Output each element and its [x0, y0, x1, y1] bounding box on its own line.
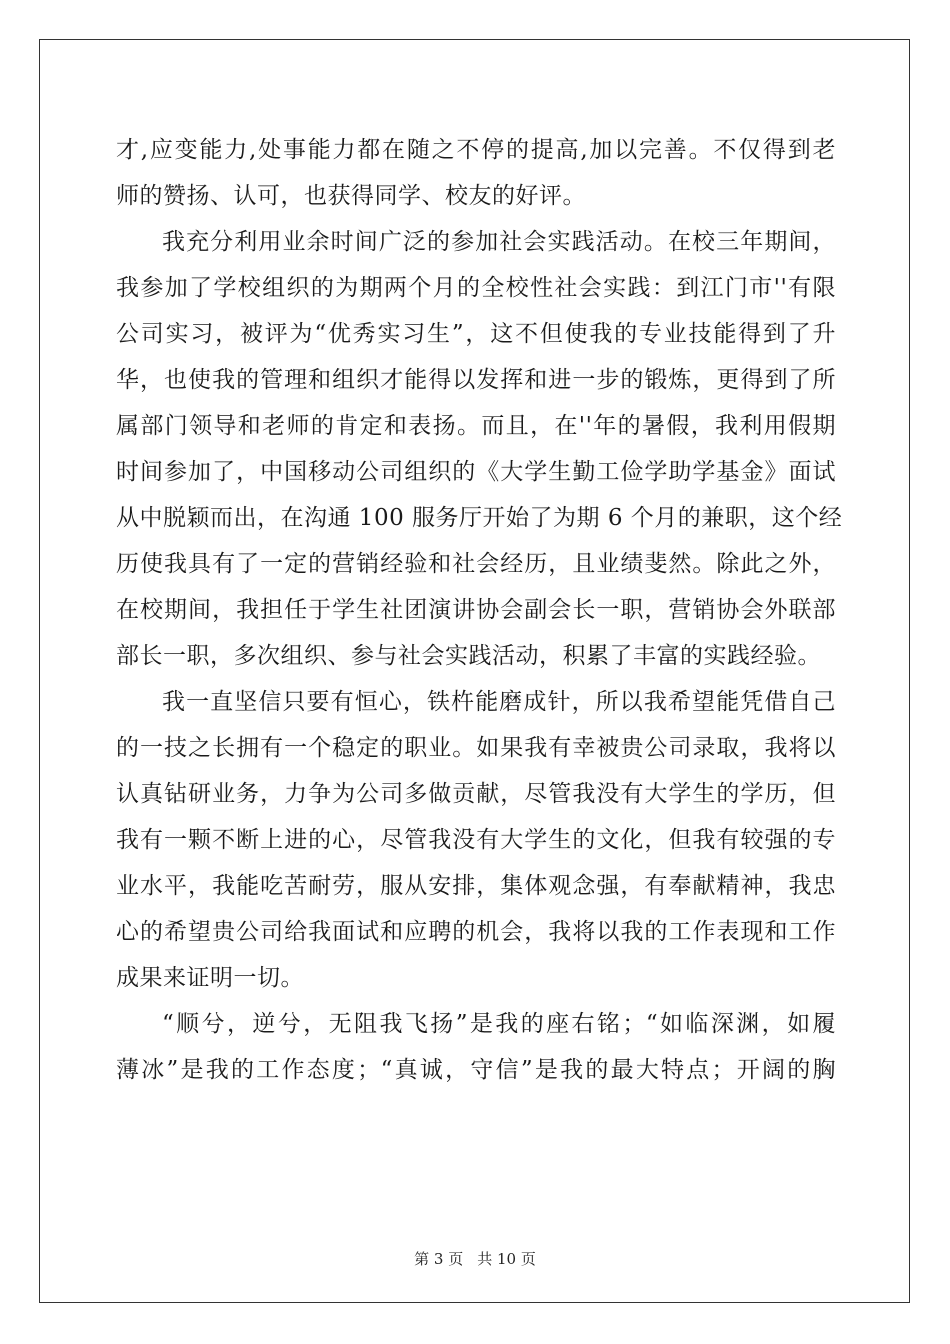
text-line: 属部门领导和老师的肯定和表扬。而且，在''年的暑假，我利用假期: [116, 413, 836, 439]
text-line: 时间参加了，中国移动公司组织的《大学生勤工俭学助学基金》面试: [116, 459, 836, 485]
text-line: 我充分利用业余时间广泛的参加社会实践活动。在校三年期间，: [162, 229, 836, 255]
text-line: 心的希望贵公司给我面试和应聘的机会，我将以我的工作表现和工作: [116, 919, 836, 945]
page-footer: [0, 1248, 950, 1269]
document-body: [116, 127, 843, 1093]
text-line: 业水平，我能吃苦耐劳，服从安排，集体观念强，有奉献精神，我忠: [116, 873, 836, 899]
text-line: 师的赞扬、认可，也获得同学、校友的好评。: [116, 183, 586, 209]
text-line: 认真钻研业务，力争为公司多做贡献，尽管我没有大学生的学历，但: [116, 781, 836, 807]
text-line: 华，也使我的管理和组织才能得以发挥和进一步的锻炼，更得到了所: [116, 367, 836, 393]
text-line: 历使我具有了一定的营销经验和社会经历，且业绩斐然。除此之外，: [116, 551, 836, 577]
text-line: “顺兮，逆兮，无阻我飞扬”是我的座右铭；“如临深渊，如履: [162, 1011, 836, 1037]
text-line: 薄冰”是我的工作态度；“真诚，守信”是我的最大特点；开阔的胸: [116, 1057, 836, 1083]
text-line: 成果来证明一切。: [116, 965, 304, 991]
page-number: 第 3 页: [414, 1250, 464, 1268]
text-line: 从中脱颖而出，在沟通 100 服务厅开始了为期 6 个月的兼职，这个经: [116, 505, 843, 531]
page-total: 共 10 页: [477, 1250, 536, 1268]
text-line: 我一直坚信只要有恒心，铁杵能磨成针，所以我希望能凭借自己: [162, 689, 836, 715]
text-line: 我有一颗不断上进的心，尽管我没有大学生的文化，但我有较强的专: [116, 827, 836, 853]
text-line: 部长一职，多次组织、参与社会实践活动，积累了丰富的实践经验。: [116, 643, 821, 669]
text-line: 公司实习，被评为“优秀实习生”，这不但使我的专业技能得到了升: [116, 321, 836, 347]
text-line: 才,应变能力,处事能力都在随之不停的提高,加以完善。不仅得到老: [116, 137, 836, 163]
text-line: 在校期间，我担任于学生社团演讲协会副会长一职，营销协会外联部: [116, 597, 836, 623]
text-line: 的一技之长拥有一个稳定的职业。如果我有幸被贵公司录取，我将以: [116, 735, 836, 761]
text-line: 我参加了学校组织的为期两个月的全校性社会实践：到江门市''有限: [116, 275, 836, 301]
